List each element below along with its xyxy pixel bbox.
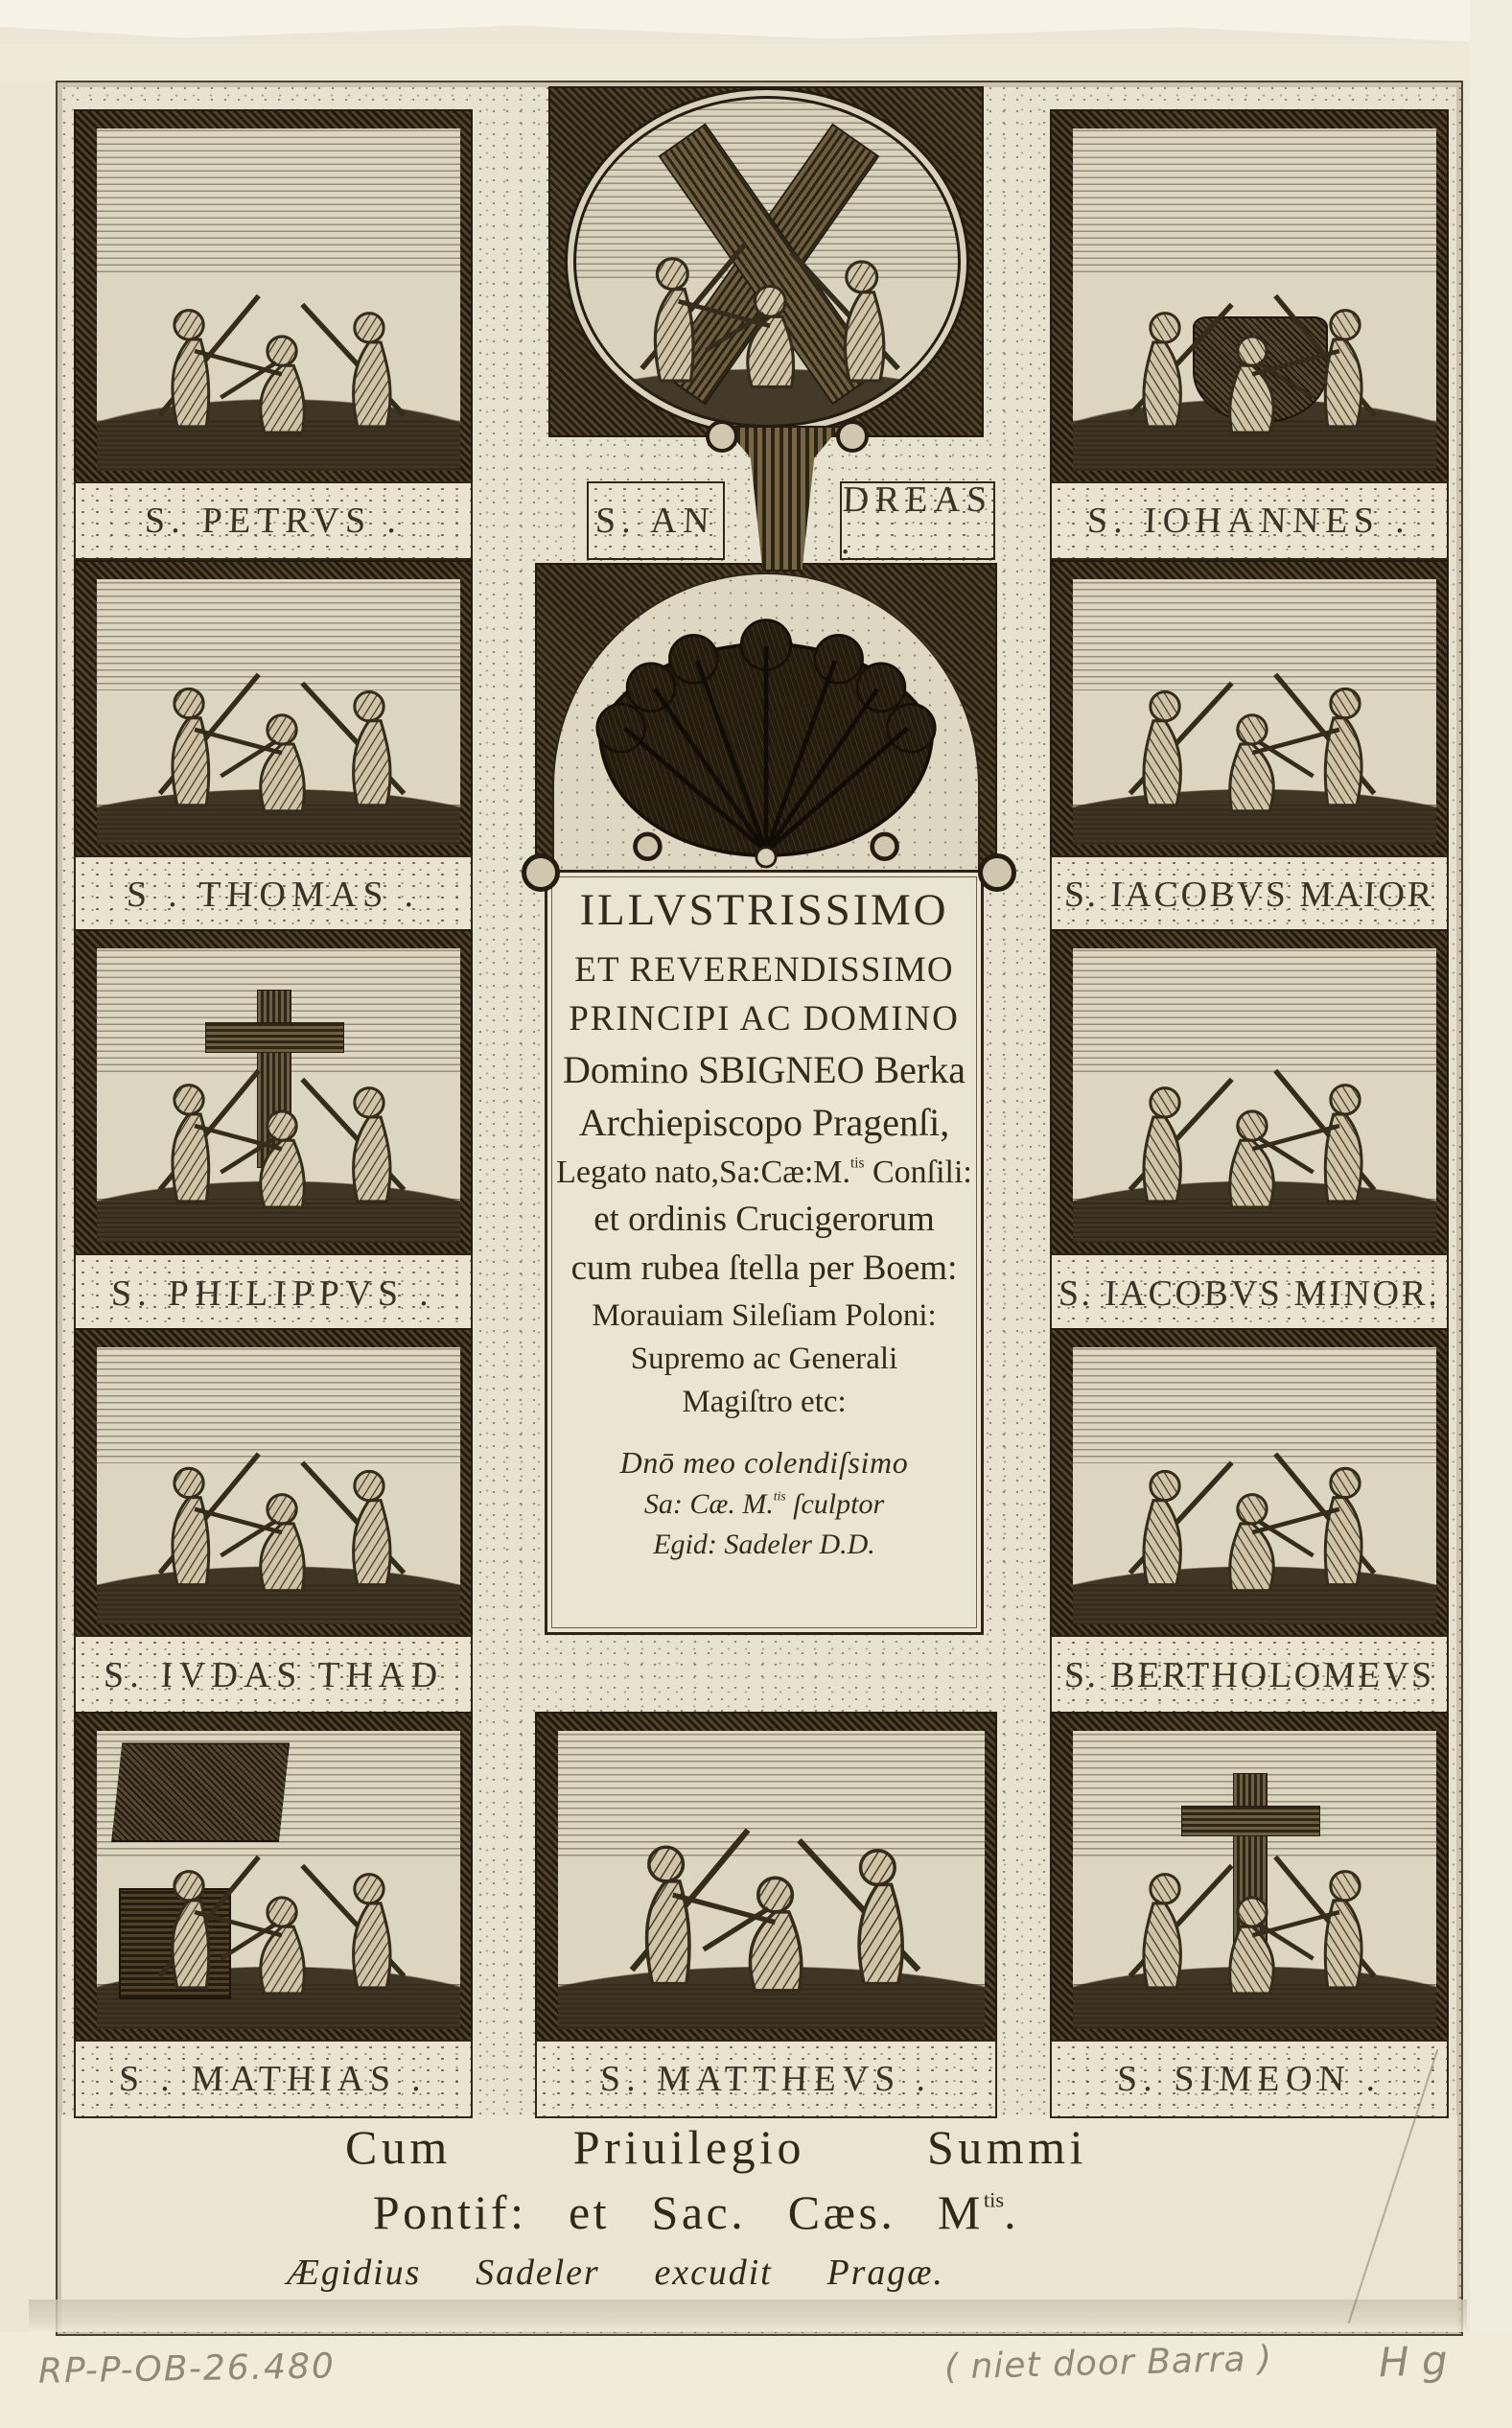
label-philippus [74,1253,473,1334]
scene-thomas-martyrdom [74,560,473,859]
engraved-figures [599,164,935,406]
saint-name: S. IOHANNES . [1086,501,1412,541]
label-iacobus-maior [1050,855,1449,933]
bracket-volute-right [836,420,869,453]
inventory-number-annotation: RP-P-OB-26.480 [37,2346,337,2392]
saint-name: S . MATHIAS . [118,2059,429,2099]
dedication-line: cum rubea ſtella per Boem: [570,1249,958,1288]
scene-matthevs-martyrdom [535,1712,997,2043]
medallion-andreas [548,86,984,437]
dedication-line: Archiepiscopo Pragenſi, [578,1101,950,1144]
dedication-cartouche [545,870,984,1635]
shell-niche [535,563,997,874]
dedication-script-line: Dnō meo colendiſsimo [619,1445,909,1480]
dedication-line: ET REVERENDISSIMO [574,950,954,990]
plate-mark-edge [29,2300,1467,2332]
dedication-line: Supremo ac Generali [630,1342,898,1376]
engraved-plate [56,81,1463,2336]
collector-mark-annotation: H g [1378,2336,1449,2387]
colophon-line-part: Pontif: et Sac. Cæs. M [372,2185,984,2239]
label-matthevs [535,2040,997,2118]
dedication-line: Magiſtro etc: [682,1385,847,1419]
paper-deckle-edge [0,0,1512,44]
engraved-figures [1095,197,1415,450]
colophon-pontif-line [0,2184,1398,2240]
engraved-figures [1095,1403,1415,1608]
label-ivdas-thad [74,1635,473,1716]
dedication-line-part: Sa: Cæ. M. [643,1488,774,1520]
dedication-line: Domino SBIGNEO Berka [563,1048,965,1091]
label-bertholomevs [1050,1635,1449,1716]
dedication-line: PRINCIPI AC DOMINO [569,999,960,1039]
saint-name: S. IACOBVS MAIOR [1063,874,1435,915]
dedication-line-part: Conſili: [864,1155,972,1190]
label-mathias [74,2040,473,2118]
engraved-figures [1095,632,1415,829]
scene-iacobus-maior-martyrdom [1050,560,1449,859]
shell-ornament [563,590,969,872]
dedication-line: Morauiam Sileſiam Poloni: [592,1298,937,1333]
engraved-figures [1095,1790,1415,2011]
scene-iacobus-minor-martyrdom [1050,929,1449,1257]
label-andreas-left [587,481,725,560]
label-andreas-right [840,481,995,560]
engraved-figures [119,632,439,829]
engraved-figures [1095,1007,1415,1225]
scene-iohannes-martyrdom [1050,109,1449,485]
superscript: tis [773,1488,786,1504]
saint-name: S. IACOBVS MINOR. [1058,1273,1441,1314]
engraved-figures [119,1790,439,2011]
bracket-volute-left [706,420,738,453]
superscript: tis [850,1155,865,1172]
dedication-line-part: Legato nato,Sa:Cæ:M. [556,1155,851,1190]
dedication-line: ILLVSTRISSIMO [579,885,949,935]
label-thomas [74,855,473,933]
saint-name: S. IVDAS THAD [102,1655,445,1695]
dedication-line: et ordinis Crucigerorum [593,1200,935,1239]
engraved-figures [119,1403,439,1608]
saint-name: S. BERTHOLOMEVS [1063,1655,1435,1695]
scene-ivdas-thad-martyrdom [74,1328,473,1639]
superscript: tis [983,2187,1005,2212]
scene-petrus-martyrdom [74,109,473,485]
label-petrus [74,481,473,560]
paper-top-margin [0,44,1512,81]
scene-bertholomevs-martyrdom [1050,1328,1449,1639]
medallion-oval [573,96,961,428]
dedication-script-line: Egid: Sadeler D.D. [653,1529,875,1560]
saint-name: S . THOMAS . [126,874,421,915]
saint-name: S. PETRVS . [143,501,404,541]
engraved-figures [584,1790,960,2011]
scene-simeon-martyrdom [1050,1712,1449,2043]
engraved-figures [119,1007,439,1225]
saint-name: S. AN [594,501,717,541]
saint-name: S. PHILIPPVS . [110,1273,436,1314]
attribution-note-annotation: ( niet door Barra ) [943,2339,1273,2388]
saint-name: DREAS . [840,479,994,562]
colophon-publisher-line: Ægidius Sadeler excudit Pragæ. [287,2253,944,2293]
dedication-line [547,1155,981,1191]
scene-philippus-martyrdom [74,929,473,1257]
label-simeon [1050,2040,1449,2118]
bracket-ornament [721,426,844,572]
saint-name: S. SIMEON . [1116,2059,1383,2099]
label-iohannes [1050,481,1449,560]
label-iacobus-minor [1050,1253,1449,1334]
arch-niche [552,572,980,872]
saint-name: S. MATTHEVS . [599,2059,933,2099]
colophon-privilege-line: Cum Priuilegio Summi [345,2120,1087,2174]
paper-right-margin [1470,0,1512,2428]
cartouche-volute-left [522,853,560,892]
dedication-line-part: ſculptor [785,1488,885,1520]
engraved-figures [119,197,439,450]
dedication-script-line [547,1488,981,1521]
cartouche-volute-right [978,853,1016,892]
colophon-line-part: . [1004,2185,1020,2239]
scene-mathias-martyrdom [74,1712,473,2043]
